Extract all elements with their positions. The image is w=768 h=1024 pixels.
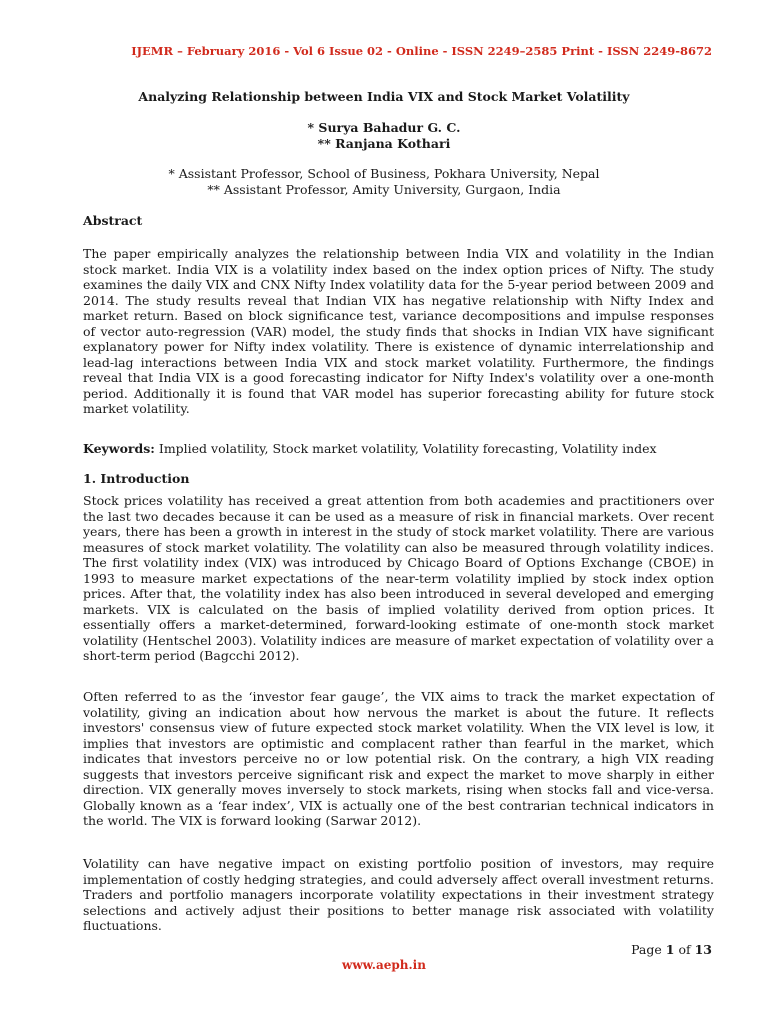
affiliation-2: ** Assistant Professor, Amity University, Gurgaon, India — [207, 182, 561, 197]
intro-paragraph-1: Stock prices volatility has received a great attention from both academies and practitioners over the last two decades because it can be used as a measure of risk in financial markets. Over recent years, there has been a growth in interest in the study of stock market volatility. There are various measures of stock market volatility. The volatility can also be measured through volatility indices. The first volatility index (VIX) was introduced by Chicago Board of Options Exchange (CBOE) in 1993 to measure market expectations of the near-term volatility implied by stock index option prices. After that, the volatility index has also been introduced in several developed and emerging markets. VIX is calculated on the basis of implied volatility derived from option prices. It essentially offers a market-determined, forward-looking estimate of one-month stock market volatility (Hentschel 2003). Volatility indices are measure of market expectation of volatility over a short-term period (Bagcchi 2012). — [83, 493, 714, 663]
author-list — [0, 120, 768, 152]
keywords-line — [83, 441, 714, 457]
intro-paragraph-3: Volatility can have negative impact on existing portfolio position of investors, may require implementation of costly hedging strategies, and could adversely affect overall investment returns. Traders and portfolio managers incorporate volatility expectations in their investment strategy selections and actively adjust their positions to better manage risk associated with volatility fluctuations. — [83, 856, 714, 933]
abstract-heading: Abstract — [83, 213, 143, 228]
keywords-text: Implied volatility, Stock market volatility, Volatility forecasting, Volatility index — [158, 441, 657, 456]
author-2: ** Ranjana Kothari — [317, 136, 451, 151]
introduction-heading: 1. Introduction — [83, 471, 190, 486]
affiliation-list — [0, 166, 768, 198]
affiliation-1: * Assistant Professor, School of Business, Pokhara University, Nepal — [168, 166, 600, 181]
intro-paragraph-2: Often referred to as the ‘investor fear gauge’, the VIX aims to track the market expectation of volatility, giving an indication about how nervous the market is about the future. It reflects investors' consensus view of future expected stock market volatility. When the VIX level is low, it implies that investors are optimistic and complacent rather than fearful in the market, which indicates that investors perceive no or low potential risk. On the contrary, a high VIX reading suggests that investors perceive significant risk and expect the market to move sharply in either direction. VIX generally moves inversely to stock markets, rising when stocks fall and vice-versa. Globally known as a ‘fear index’, VIX is actually one of the best contrarian technical indicators in the world. The VIX is forward looking (Sarwar 2012). — [83, 689, 714, 828]
paper-title: Analyzing Relationship between India VIX and Stock Market Volatility — [138, 89, 630, 104]
footer-website-link[interactable]: www.aeph.in — [342, 958, 426, 972]
abstract-text: The paper empirically analyzes the relationship between India VIX and volatility in the Indian stock market. India VIX is a volatility index based on the index option prices of Nifty. The study examines the daily VIX and CNX Nifty Index volatility data for the 5-year period between 2009 and 2014. The study results reveal that Indian VIX has negative relationship with Nifty Index and market return. Based on block significance test, variance decompositions and impulse responses of vector auto-regression (VAR) model, the study finds that shocks in Indian VIX have significant explanatory power for Nifty index volatility. There is existence of dynamic interrelationship and lead-lag interactions between India VIX and stock market volatility. Furthermore, the findings reveal that India VIX is a good forecasting indicator for Nifty Index's volatility over a one-month period. Additionally it is found that VAR model has superior forecasting ability for future stock market volatility. — [83, 246, 714, 416]
author-1: * Surya Bahadur G. C. — [307, 120, 461, 135]
page-number: Page 1 of 13 — [631, 942, 712, 957]
keywords-label: Keywords: — [83, 441, 155, 456]
journal-header: IJEMR – February 2016 - Vol 6 Issue 02 - Online - ISSN 2249–2585 Print - ISSN 2249-8672 — [131, 44, 712, 58]
